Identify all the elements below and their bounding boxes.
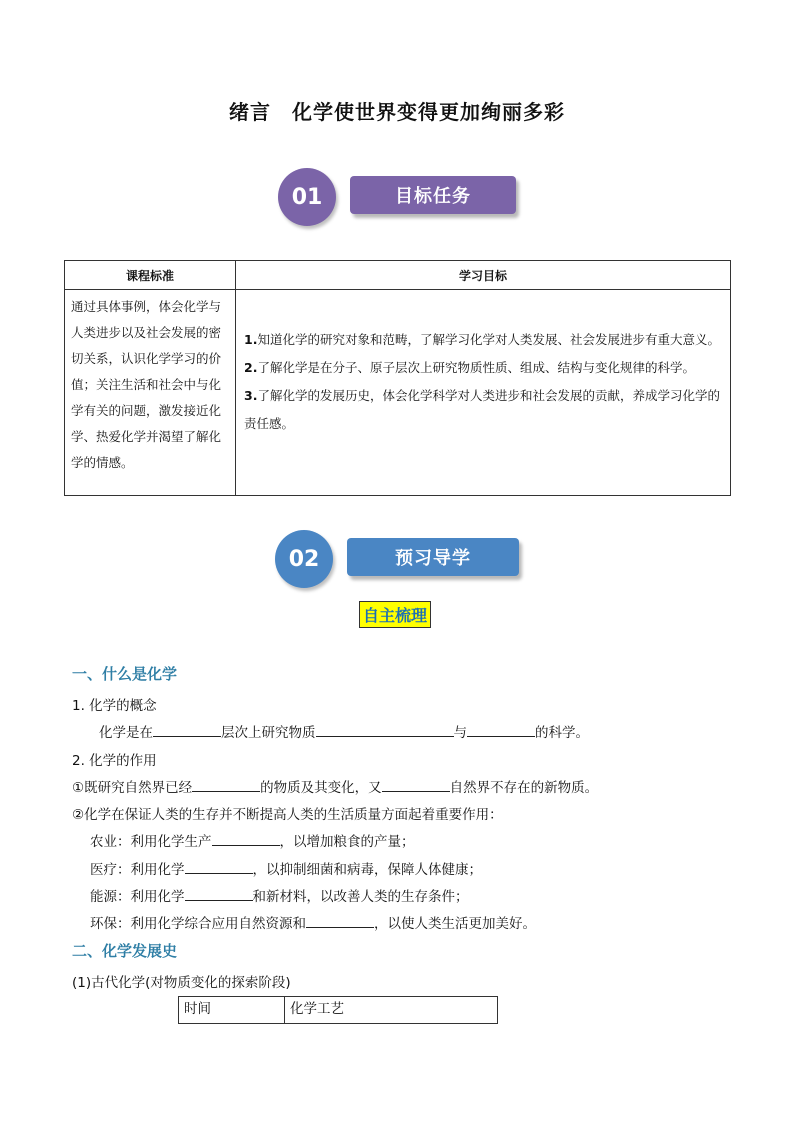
section-label-bar: 目标任务 (350, 176, 516, 214)
medicine-line: 医疗：利用化学 ，以抑制细菌和病毒，保障人体健康； (90, 862, 482, 878)
role-line-2: ②化学在保证人类的生存并不断提高人类的生活质量方面起着重要作用： (72, 807, 503, 823)
section-label-bar: 预习导学 (347, 538, 519, 576)
fill-blank[interactable] (467, 724, 535, 737)
goal-table (64, 260, 731, 496)
fill-blank[interactable] (185, 888, 253, 901)
page-title: 绪言 化学使世界变得更加绚丽多彩 (229, 100, 565, 124)
environment-line: 环保：利用化学综合应用自然资源和 ，以使人类生活更加美好。 (90, 916, 536, 932)
objective-item: 3.了解化学的发展历史，体会化学科学对人类进步和社会发展的贡献，养成学习化学的责任感。 (244, 388, 720, 431)
section-badge-preview (275, 530, 525, 594)
section-badge-goals (278, 168, 523, 232)
header-craft: 化学工艺 (285, 997, 498, 1024)
fill-blank[interactable] (316, 724, 454, 737)
section-number: 01 (278, 168, 336, 226)
header-standard: 课程标准 (65, 261, 236, 290)
objectives-cell (236, 290, 731, 496)
header-time: 时间 (179, 997, 285, 1024)
fill-blank[interactable] (153, 724, 221, 737)
role-title: 2. 化学的作用 (72, 753, 157, 769)
header-objectives: 学习目标 (236, 261, 731, 290)
energy-line: 能源：利用化学 和新材料，以改善人类的生存条件； (90, 889, 469, 905)
concept-line: 化学是在 层次上研究物质 与 的科学。 (99, 725, 589, 741)
ancient-chemistry-table (178, 996, 498, 1024)
concept-title: 1. 化学的概念 (72, 698, 157, 714)
heading-history: 二、化学发展史 (72, 942, 178, 960)
section-number: 02 (275, 530, 333, 588)
fill-blank[interactable] (382, 779, 450, 792)
fill-blank[interactable] (192, 779, 260, 792)
agriculture-line: 农业：利用化学生产 ，以增加粮食的产量； (90, 834, 415, 850)
objective-item: 1.知道化学的研究对象和范畴，了解学习化学对人类发展、社会发展进步有重大意义。 (244, 332, 720, 347)
self-study-tag: 自主梳理 (359, 601, 431, 628)
objective-item: 2.了解化学是在分子、原子层次上研究物质性质、组成、结构与变化规律的科学。 (244, 360, 695, 375)
fill-blank[interactable] (306, 915, 374, 928)
role-line-1: ①既研究自然界已经 的物质及其变化，又 自然界不存在的新物质。 (72, 780, 599, 796)
standard-text: 通过具体事例，体会化学与人类进步以及社会发展的密切关系，认识化学学习的价值；关注生活和社会中与化学有关的问题，激发接近化学、热爱化学并渴望了解化学的情感。 (65, 290, 236, 496)
fill-blank[interactable] (185, 861, 253, 874)
fill-blank[interactable] (212, 833, 280, 846)
heading-what-is-chemistry: 一、什么是化学 (72, 665, 178, 683)
ancient-title: (1)古代化学(对物质变化的探索阶段) (72, 975, 291, 991)
